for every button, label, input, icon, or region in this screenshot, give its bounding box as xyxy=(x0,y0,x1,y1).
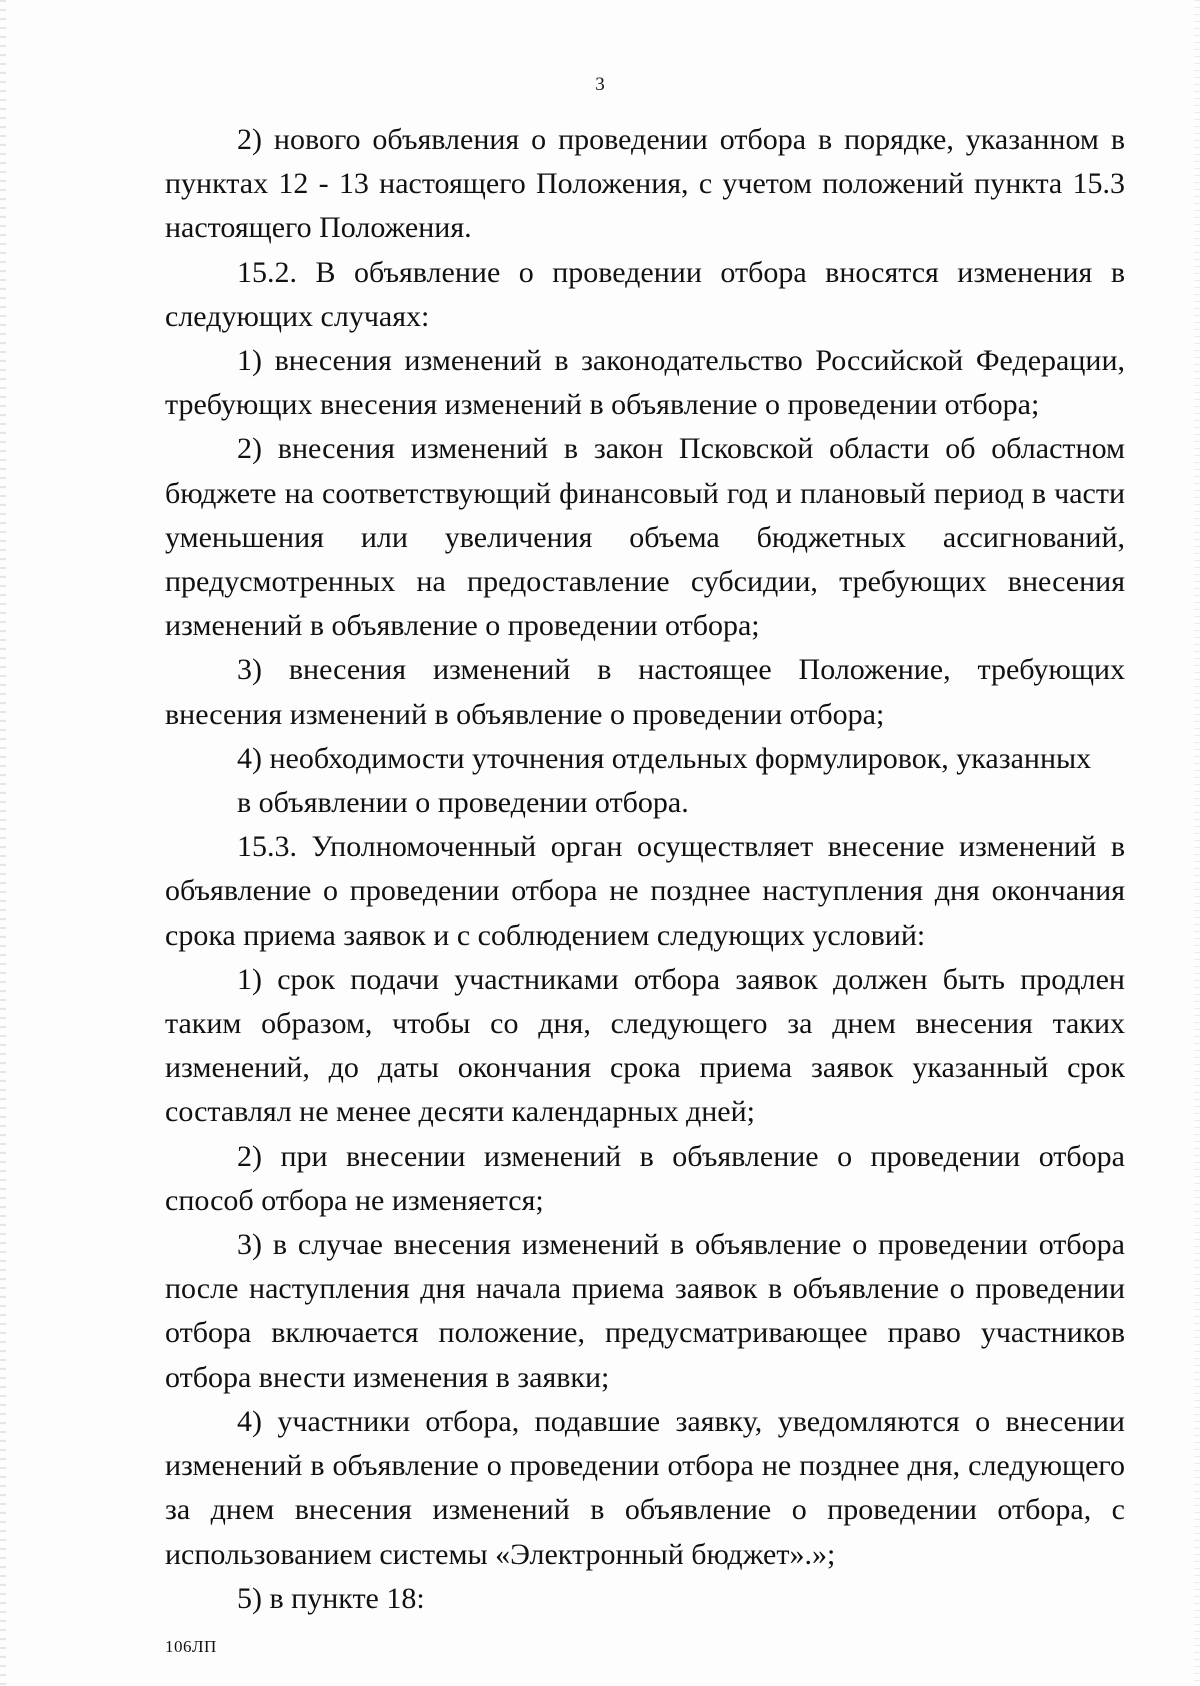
footer-document-code: 106ЛП xyxy=(165,1637,217,1656)
document-body xyxy=(165,118,1125,1621)
scan-edge-right xyxy=(1194,0,1200,1686)
paragraph-15-2-item-4-continuation: в объявлении о проведении отбора. xyxy=(237,786,689,820)
paragraph-item-5-point-18: 5) в пункте 18: xyxy=(237,1581,425,1615)
paragraph-15-2-item-2: 2) внесения изменений в закон Псковской области об областном бюджете на соответствующий финансовый год и плановый период в части уменьшения или увеличения объема бюджетных ассигнований, предусмотренных на предоставление субсидии, требующих внесения изменений в объявление о проведении отбора; xyxy=(165,432,1125,643)
paragraph-15-2-item-3: 3) внесения изменений в настоящее Положение, требующих внесения изменений в объявление о проведении отбора; xyxy=(165,653,1125,731)
paragraph-15-2: 15.2. В объявление о проведении отбора вносятся изменения в следующих случаях: xyxy=(165,255,1125,333)
paragraph-15-3-item-1: 1) срок подачи участниками отбора заявок должен быть продлен таким образом, чтобы со дня, следующего за днем внесения таких изменений, до даты окончания срока приема заявок указанный срок составлял не менее десяти календарных дней; xyxy=(165,962,1125,1129)
paragraph-15-3: 15.3. Уполномоченный орган осуществляет внесение изменений в объявление о проведении отбора не позднее наступления дня окончания срока приема заявок и с соблюдением следующих условий: xyxy=(165,830,1125,952)
paragraph-15-3-item-2: 2) при внесении изменений в объявление о проведении отбора способ отбора не изменяется; xyxy=(165,1139,1125,1217)
paragraph-15-3-item-3: 3) в случае внесения изменений в объявление о проведении отбора после наступления дня начала приема заявок в объявление о проведении отбора включается положение, предусматривающее право участников отбора внести изменения в заявки; xyxy=(165,1228,1125,1394)
paragraph-item-2-new-announcement: 2) нового объявления о проведении отбора в порядке, указанном в пунктах 12 - 13 настоящего Положения, с учетом положений пункта 15.3 настоящего Положения. xyxy=(165,123,1125,245)
scan-edge-left xyxy=(0,0,6,1686)
paragraph-15-2-item-1: 1) внесения изменений в законодательство Российской Федерации, требующих внесения изменений в объявление о проведении отбора; xyxy=(165,344,1125,422)
page-number: 3 xyxy=(595,74,605,95)
paragraph-15-3-item-4: 4) участники отбора, подавшие заявку, уведомляются о внесении изменений в объявление о проведении отбора не позднее дня, следующего за днем внесения изменений в объявление о проведении отбора, с использованием системы «Электронный бюджет».»; xyxy=(165,1404,1125,1571)
paragraph-15-2-item-4: 4) необходимости уточнения отдельных формулировок, указанных xyxy=(237,741,1092,775)
